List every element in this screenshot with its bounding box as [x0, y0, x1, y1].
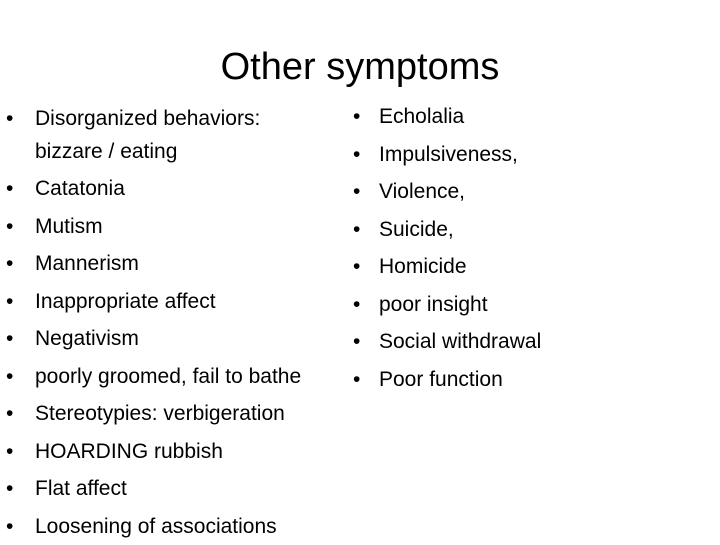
list-item-text: Catatonia: [35, 177, 125, 200]
list-item: [6, 320, 358, 358]
list-item-text: poor insight: [379, 293, 488, 316]
bullet-icon: •: [6, 508, 24, 545]
bullet-icon: •: [353, 286, 371, 324]
list-item-text: Suicide,: [379, 218, 454, 241]
list-item: [353, 136, 713, 174]
list-item-text: Impulsiveness,: [379, 143, 518, 166]
list-item: [6, 98, 358, 170]
list-item: [353, 286, 713, 324]
list-item-text: Disorganized behaviors:: [35, 107, 260, 130]
bullet-icon: •: [353, 173, 371, 211]
bullet-icon: •: [353, 136, 371, 174]
bullet-icon: •: [6, 283, 24, 321]
list-item: [6, 170, 358, 208]
list-item: [6, 395, 358, 433]
list-item: [6, 358, 358, 396]
list-item-text: Inappropriate affect: [35, 290, 216, 313]
list-item: [353, 98, 713, 136]
list-item: [353, 248, 713, 286]
left-symptom-list: [6, 98, 358, 545]
bullet-icon: •: [6, 358, 24, 396]
bullet-icon: •: [6, 208, 24, 246]
list-item: [6, 245, 358, 283]
bullet-icon: •: [353, 361, 371, 399]
list-item-text: Mannerism: [35, 252, 139, 275]
bullet-icon: •: [353, 323, 371, 361]
list-item: [6, 470, 358, 508]
bullet-icon: •: [6, 433, 24, 471]
bullet-icon: •: [6, 170, 24, 208]
list-item-text: Negativism: [35, 327, 139, 350]
list-item: [6, 283, 358, 321]
list-item-text: poorly groomed, fail to bathe: [35, 365, 301, 388]
bullet-icon: •: [6, 245, 24, 283]
list-item-text: Stereotypies: verbigeration: [35, 402, 285, 425]
list-item-text: Social withdrawal: [379, 330, 541, 353]
list-item-text: Mutism: [35, 215, 103, 238]
list-item: [6, 208, 358, 246]
list-item-text: Loosening of associations: [35, 515, 277, 538]
list-item: [353, 173, 713, 211]
list-item-text: Flat affect: [35, 477, 127, 500]
bullet-icon: •: [353, 211, 371, 249]
list-item: [353, 361, 713, 399]
list-item: [353, 211, 713, 249]
bullet-icon: •: [6, 102, 24, 135]
list-item-text: Homicide: [379, 255, 467, 278]
list-item-text: Echolalia: [379, 105, 464, 128]
bullet-icon: •: [353, 98, 371, 136]
list-item-text-continued: bizzare / eating: [35, 140, 177, 163]
bullet-icon: •: [6, 470, 24, 508]
list-item-text: Poor function: [379, 368, 503, 391]
list-item: [6, 433, 358, 471]
slide-title: Other symptoms: [0, 42, 720, 92]
right-symptom-list: [353, 98, 713, 398]
list-item-text: Violence,: [379, 180, 465, 203]
bullet-icon: •: [6, 320, 24, 358]
list-item: [6, 508, 358, 545]
list-item-text: HOARDING rubbish: [35, 440, 223, 463]
bullet-icon: •: [6, 395, 24, 433]
list-item: [353, 323, 713, 361]
bullet-icon: •: [353, 248, 371, 286]
